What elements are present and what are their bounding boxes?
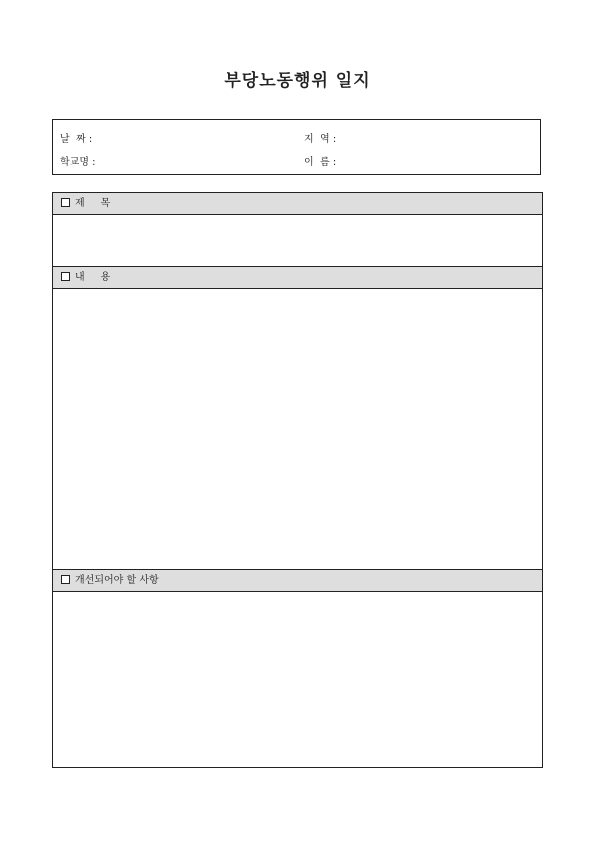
date-label: 날 짜 :	[60, 134, 93, 145]
improvements-field[interactable]	[53, 592, 542, 767]
checkbox-icon	[61, 272, 70, 281]
checkbox-icon	[61, 575, 70, 584]
school-label: 학교명 :	[60, 157, 96, 168]
section-header-content	[53, 266, 542, 289]
checkbox-icon	[61, 198, 70, 207]
section-header-improvements	[53, 569, 542, 592]
section-label-content: 내 용	[75, 272, 111, 283]
section-label-improvements: 개선되어야 할 사항	[75, 575, 159, 586]
region-label: 지 역 :	[304, 134, 337, 145]
section-label-title: 제 목	[75, 198, 111, 209]
title-field[interactable]	[53, 215, 542, 267]
content-field[interactable]	[53, 289, 542, 568]
document-title: 부당노동행위 일지	[224, 71, 371, 91]
log-form	[52, 192, 543, 768]
info-box	[52, 119, 541, 175]
name-label: 이 름 :	[304, 157, 337, 168]
section-header-title	[53, 193, 542, 215]
